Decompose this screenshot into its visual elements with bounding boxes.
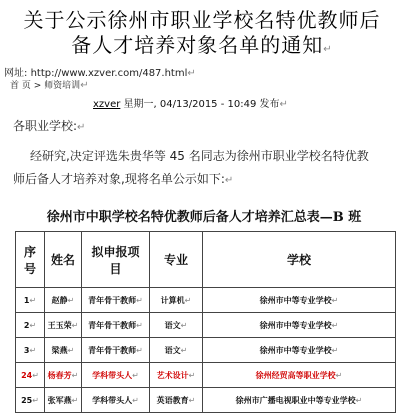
greeting: 各职业学校:↵ [13,119,86,133]
table-title: 徐州市中职学校名特优教师后备人才培养汇总表—B 班 [46,210,362,225]
cell-num: 25↵ [16,388,45,413]
paragraph-mark-icon: ↵ [80,80,89,91]
paragraph-mark-icon: ↵ [187,68,196,79]
url-line [4,64,196,79]
header-seq: 序 号 [16,232,45,288]
cell-major: 英语教育↵ [150,388,203,413]
cell-major: 艺术设计↵ [150,363,203,388]
author-link[interactable]: xzver [93,99,121,110]
cell-num: 1↵ [16,288,45,313]
cell-project: 学科带头人↵ [82,363,150,388]
cell-project: 学科带头人↵ [82,388,150,413]
header-project: 拟申报项 目 [82,232,150,288]
breadcrumb-separator: > [33,81,42,91]
table-row-highlighted [16,363,396,388]
table-row [16,338,396,363]
url-label: 网址: [4,68,28,79]
breadcrumb [10,78,89,91]
cell-name: 杨春芳↵ [45,363,82,388]
cell-num: 24↵ [16,363,45,388]
post-meta [93,95,288,110]
cell-major: 语文↵ [150,338,203,363]
cell-name: 赵静↵ [45,288,82,313]
header-school: 学校 [203,232,396,288]
cell-school: 徐州市中等专业学校↵ [203,338,396,363]
cell-num: 2↵ [16,313,45,338]
body-line-1: 经研究,决定评选朱贵华等 45 名同志为徐州市职业学校名特优教 [30,149,369,163]
post-date: 星期一, 04/13/2015 - 10:49 发布 [123,99,280,110]
nominee-table [15,231,396,413]
table-header-row [16,232,396,288]
source-url-link[interactable]: http://www.xzver.com/487.html [30,68,188,79]
paragraph-mark-icon: ↵ [323,44,333,55]
cell-project: 青年骨干教师↵ [82,288,150,313]
cell-num: 3↵ [16,338,45,363]
cell-school: 徐州市广播电视职业中等专业学校↵ [203,388,396,413]
cell-project: 青年骨干教师↵ [82,313,150,338]
body-line-2: 师后备人才培养对象,现将名单公示如下:↵ [13,172,234,186]
paragraph-mark-icon: ↵ [224,175,234,186]
table-row [16,313,396,338]
table-row [16,388,396,413]
paragraph-mark-icon: ↵ [77,122,86,133]
cell-project: 青年骨干教师↵ [82,338,150,363]
header-major: 专业 [150,232,203,288]
cell-name: 张军燕↵ [45,388,82,413]
breadcrumb-section-link[interactable]: 师资培训 [44,81,81,91]
header-name: 姓名 [45,232,82,288]
cell-school: 徐州经贸高等职业学校↵ [203,363,396,388]
table-row [16,288,396,313]
doc-title-line-1: 关于公示徐州市职业学校名特优教师后 [23,8,381,32]
doc-title-line-2: 备人才培养对象名单的通知↵ [71,33,333,57]
cell-major: 语文↵ [150,313,203,338]
cell-major: 计算机↵ [150,288,203,313]
cell-school: 徐州市中等专业学校↵ [203,313,396,338]
paragraph-mark-icon: ↵ [279,99,288,110]
cell-name: 梁燕↵ [45,338,82,363]
cell-name: 王玉荣↵ [45,313,82,338]
breadcrumb-home-link[interactable]: 首 页 [10,81,31,91]
cell-school: 徐州市中等专业学校↵ [203,288,396,313]
